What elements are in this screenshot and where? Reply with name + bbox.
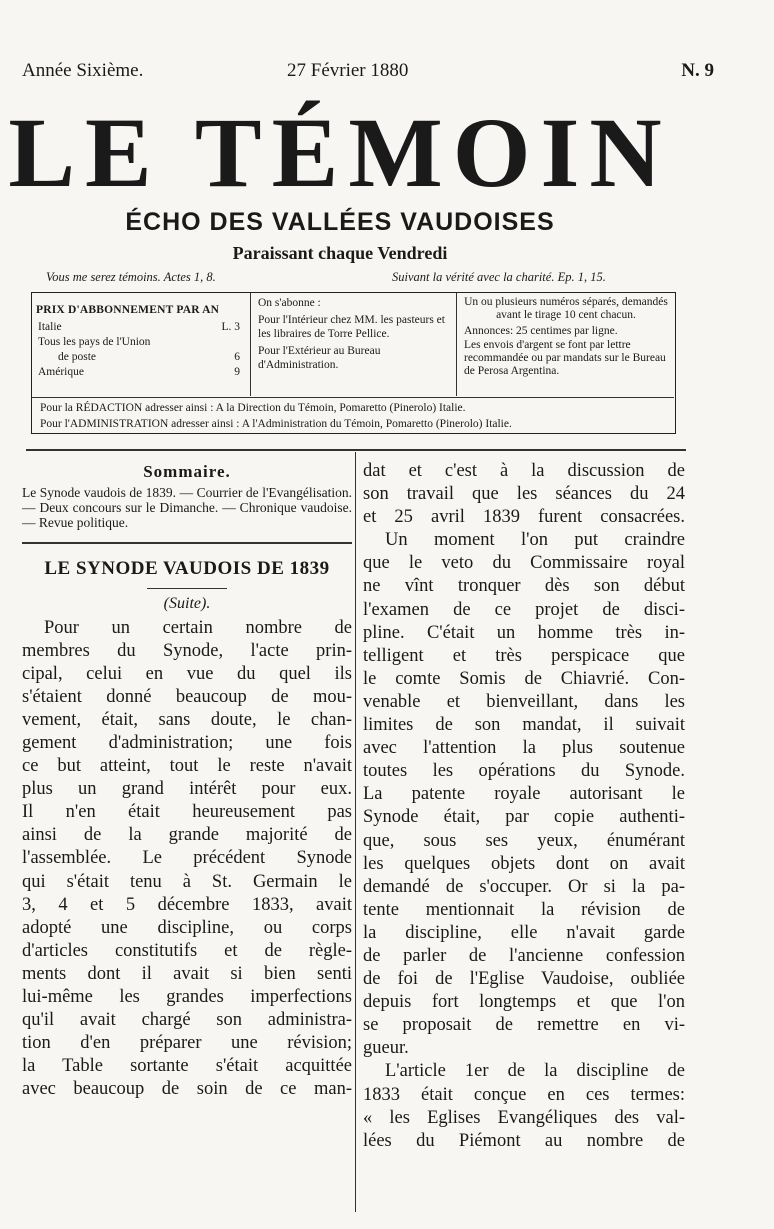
text-line: Pour un certain nombre de bbox=[44, 617, 352, 638]
notes-line: Un ou plusieurs numéros séparés, demandés avant le tirage 10 cent chacun. bbox=[464, 296, 668, 321]
subscribe-line: Pour l'Extérieur au Bureau d'Administration. bbox=[258, 345, 381, 371]
subscribe-column bbox=[250, 293, 457, 396]
text-line: lui-même les grandes imperfections bbox=[22, 987, 352, 1007]
header-line bbox=[22, 60, 714, 84]
article-suite: (Suite). bbox=[163, 594, 211, 612]
article-body-right bbox=[363, 460, 685, 1153]
text-line: de parler de l'ancienne confession bbox=[363, 945, 685, 966]
text-line: ainsi de la grande majorité de bbox=[22, 825, 352, 846]
price-row bbox=[32, 320, 250, 335]
text-line: Un moment l'on put craindre bbox=[385, 530, 685, 551]
price-row bbox=[32, 335, 250, 350]
text-line: cipal, celui en vue du quel ils bbox=[22, 663, 352, 684]
notes-column bbox=[456, 293, 674, 396]
text-line: que, sous ses yeux, énumérant bbox=[363, 830, 685, 851]
sommaire-text: Le Synode vaudois de 1839. — Courrier de l'Evangélisation. — Deux concours sur le Dimanche. — Chronique vaudoise. — Revue politique. bbox=[22, 485, 352, 530]
motto-right: Suivant la vérité avec la charité. Ep. 1, 15. bbox=[392, 270, 606, 284]
text-line: depuis fort longtemps et que l'on bbox=[363, 992, 685, 1013]
subscribe-line: On s'abonne : bbox=[258, 297, 321, 309]
text-line: gement d'administration; une fois bbox=[22, 732, 352, 753]
text-line: les quelques objets dont on avait bbox=[363, 853, 685, 874]
issue-date: 27 Février 1880 bbox=[287, 60, 409, 81]
text-line: se proposait de remettre en vi- bbox=[363, 1015, 685, 1036]
text-line: 1833 était conçue en ces termes: bbox=[363, 1084, 685, 1105]
price-value: 9 bbox=[234, 366, 240, 378]
text-line: demandé de s'occuper. Or si la pa- bbox=[363, 876, 685, 897]
left-column bbox=[22, 460, 352, 1101]
issue-number: N. 9 bbox=[681, 60, 714, 81]
text-line: l'assemblée. Le précédent Synode bbox=[22, 848, 352, 869]
text-line: 3, 4 et 5 décembre 1833, avait bbox=[22, 894, 352, 915]
right-column bbox=[363, 460, 685, 1153]
price-value: 6 bbox=[234, 351, 240, 363]
text-line: plus un grand intérêt pour eux. bbox=[22, 779, 352, 800]
sommaire-heading: Sommaire. bbox=[143, 462, 231, 481]
notes-line: Les envois d'argent se font par lettre recommandée ou par mandats sur le Bureau de Perosa Argentina. bbox=[464, 339, 666, 377]
price-row bbox=[32, 365, 250, 380]
price-row bbox=[32, 350, 250, 365]
price-label: Amérique bbox=[38, 366, 84, 378]
text-line: venable et bienveillant, dans les bbox=[363, 691, 685, 712]
text-line: d'articles constitutifs et de règle- bbox=[22, 940, 352, 961]
divider bbox=[147, 588, 227, 589]
text-line: que le veto du Commissaire royal bbox=[363, 553, 685, 574]
text-line: gueur. bbox=[363, 1038, 409, 1059]
price-heading: PRIX D'ABBONNEMENT PAR AN bbox=[36, 304, 220, 316]
masthead-subtitle: ÉCHO DES VALLÉES VAUDOISES bbox=[125, 208, 555, 236]
text-line: l'examen de ce projet de disci- bbox=[363, 599, 685, 620]
subscribe-line: Pour l'Intérieur chez MM. les pasteurs et les libraires de Torre Pellice. bbox=[258, 314, 445, 340]
text-line: ments dont il avait si bien senti bbox=[22, 963, 352, 984]
text-line: avec beaucoup de soin de ce man- bbox=[22, 1079, 352, 1100]
text-line: la Table sortante s'était acquittée bbox=[22, 1056, 352, 1077]
text-line: La patente royale autorisant le bbox=[363, 784, 685, 805]
text-line: Il n'en était heureusement pas bbox=[22, 802, 352, 823]
text-line: et 25 avril 1839 furent consacrées. bbox=[363, 507, 685, 528]
text-line: telligent et très perspicace que bbox=[363, 645, 685, 666]
article-body-left bbox=[22, 617, 352, 1102]
mottos bbox=[32, 270, 672, 286]
text-line: la discipline, elle n'avait garde bbox=[363, 922, 685, 943]
price-column bbox=[32, 293, 251, 396]
address-lines bbox=[32, 397, 674, 432]
text-line: tente mentionnait la révision de bbox=[363, 899, 685, 920]
text-line: dat et c'est à la discussion de bbox=[363, 461, 685, 481]
text-line: toutes les opérations du Synode. bbox=[363, 761, 685, 782]
subscription-box bbox=[31, 292, 676, 434]
text-line: s'étaient donné beaucoup de mou- bbox=[22, 686, 352, 707]
text-line: « les Eglises Evangéliques des val- bbox=[363, 1107, 685, 1128]
text-line: son travail que les séances du 24 bbox=[363, 484, 685, 505]
text-line: limites de son mandat, il suivait bbox=[363, 715, 685, 736]
issue-year: Année Sixième. bbox=[22, 60, 144, 81]
masthead-tagline: Paraissant chaque Vendredi bbox=[232, 243, 448, 263]
divider bbox=[22, 542, 352, 544]
text-line: de foi de l'Eglise Vaudoise, oubliée bbox=[363, 969, 685, 990]
text-line: L'article 1er de la discipline de bbox=[385, 1061, 685, 1082]
text-line: membres du Synode, l'acte prin- bbox=[22, 640, 352, 661]
price-value: L. 3 bbox=[221, 321, 240, 333]
text-line: ce but atteint, tout le reste n'avait bbox=[22, 756, 352, 777]
text-line: ne vînt tronquer dès son début bbox=[363, 576, 685, 597]
notes-line: Annonces: 25 centimes par ligne. bbox=[464, 325, 618, 337]
text-line: le comte Somis de Chiavrié. Con- bbox=[363, 668, 685, 689]
text-line: qui s'était tenu à St. Germain le bbox=[22, 871, 352, 892]
redaction-address: Pour la RÉDACTION adresser ainsi : A la Direction du Témoin, Pomaretto (Pinerolo) Italie. bbox=[40, 402, 466, 414]
divider bbox=[26, 449, 686, 451]
text-line: adopté une discipline, ou corps bbox=[22, 917, 352, 938]
price-label: Tous les pays de l'Union bbox=[38, 336, 151, 348]
text-line: vement, était, sans doute, le chan- bbox=[22, 709, 352, 730]
text-line: lées du Piémont au nombre de bbox=[363, 1130, 685, 1151]
text-line: avec l'attention la plus soutenue bbox=[363, 738, 685, 759]
text-line: tion d'en préparer une révision; bbox=[22, 1033, 352, 1054]
text-line: Synode était, par copie authenti- bbox=[363, 807, 685, 828]
price-label: Italie bbox=[38, 321, 62, 333]
column-separator bbox=[355, 452, 356, 1212]
administration-address: Pour l'ADMINISTRATION adresser ainsi : A l'Administration du Témoin, Pomaretto (Pinerolo) Italie. bbox=[40, 418, 512, 430]
price-label: de poste bbox=[58, 351, 97, 363]
text-line: qu'il avait chargé son administra- bbox=[22, 1010, 352, 1031]
text-line: pline. C'était un homme très in- bbox=[363, 622, 685, 643]
masthead-title: LE TÉMOIN bbox=[8, 97, 672, 208]
article-heading: LE SYNODE VAUDOIS DE 1839 bbox=[44, 557, 330, 579]
motto-left: Vous me serez témoins. Actes 1, 8. bbox=[46, 270, 216, 284]
